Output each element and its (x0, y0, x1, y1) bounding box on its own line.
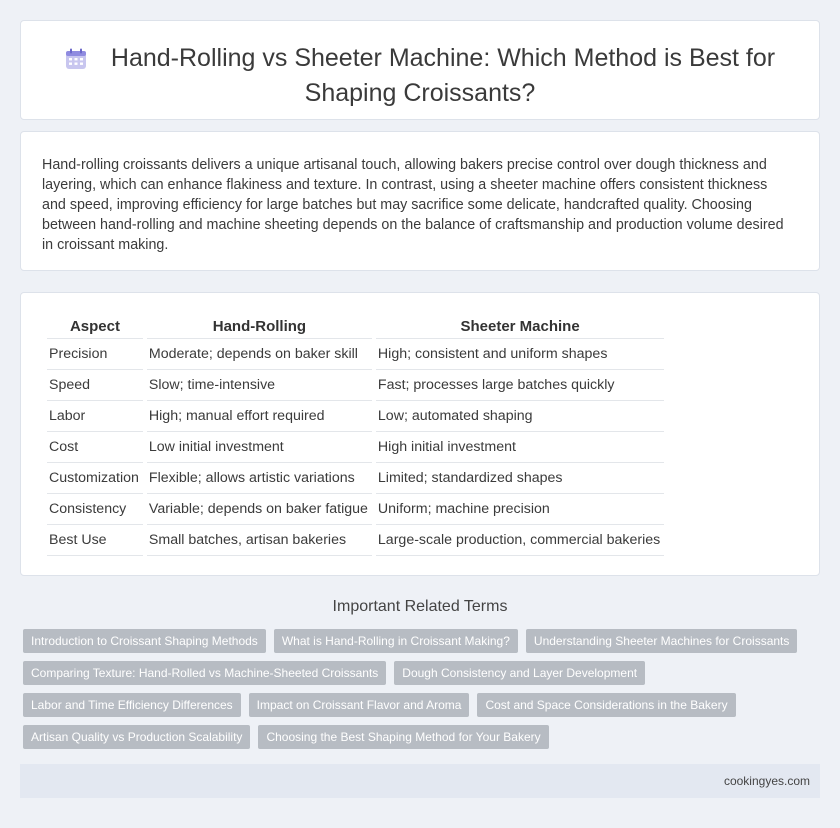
table-row (47, 339, 664, 370)
footer (20, 764, 820, 798)
aspect-cell: Best Use (47, 525, 143, 556)
table-row (47, 370, 664, 401)
table-row (47, 432, 664, 463)
footer-site-link[interactable]: cookingyes.com (723, 774, 810, 788)
sheeter-cell: Large-scale production, commercial bakeries (376, 525, 664, 556)
related-term-tag[interactable]: Understanding Sheeter Machines for Croissants (526, 629, 797, 653)
tag-row (23, 725, 823, 749)
hand-rolling-cell: Moderate; depends on baker skill (147, 339, 372, 370)
calendar-icon (65, 47, 87, 78)
hand-rolling-cell: Flexible; allows artistic variations (147, 463, 372, 494)
tag-row (23, 629, 823, 653)
comparison-card (20, 292, 820, 576)
comparison-table (43, 315, 668, 556)
sheeter-cell: High initial investment (376, 432, 664, 463)
sheeter-cell: Uniform; machine precision (376, 494, 664, 525)
related-term-tag[interactable]: What is Hand-Rolling in Croissant Making? (274, 629, 518, 653)
table-row (47, 463, 664, 494)
table-row (47, 525, 664, 556)
intro-card (20, 131, 820, 271)
table-header-row (47, 315, 664, 339)
aspect-cell: Customization (47, 463, 143, 494)
aspect-cell: Precision (47, 339, 143, 370)
related-terms-tags (23, 629, 823, 757)
related-term-tag[interactable]: Introduction to Croissant Shaping Methods (23, 629, 266, 653)
hand-rolling-cell: Small batches, artisan bakeries (147, 525, 372, 556)
header-sheeter-machine: Sheeter Machine (376, 315, 664, 339)
related-term-tag[interactable]: Comparing Texture: Hand-Rolled vs Machine-Sheeted Croissants (23, 661, 386, 685)
related-terms-heading: Important Related Terms (332, 598, 508, 615)
page-title: Hand-Rolling vs Sheeter Machine: Which Method is Best for Shaping Croissants? (110, 44, 776, 107)
related-term-tag[interactable]: Impact on Croissant Flavor and Aroma (249, 693, 470, 717)
header-aspect: Aspect (47, 315, 143, 339)
intro-paragraph: Hand-rolling croissants delivers a unique artisanal touch, allowing bakers precise control over dough thickness and layering, which can enhance flakiness and texture. In contrast, using a sheeter machine offers consistent thickness and speed, improving efficiency for large batches but may sacrifice some delicate, handcrafted quality. Choosing between hand-rolling and machine sheeting depends on the balance of craftsmanship and production volume desired in croissant making. (42, 157, 784, 253)
aspect-cell: Labor (47, 401, 143, 432)
tag-row (23, 693, 823, 717)
tag-row (23, 661, 823, 685)
header-hand-rolling: Hand-Rolling (147, 315, 372, 339)
aspect-cell: Cost (47, 432, 143, 463)
hand-rolling-cell: Variable; depends on baker fatigue (147, 494, 372, 525)
related-term-tag[interactable]: Dough Consistency and Layer Development (394, 661, 645, 685)
related-term-tag[interactable]: Choosing the Best Shaping Method for Your Bakery (258, 725, 548, 749)
hand-rolling-cell: Slow; time-intensive (147, 370, 372, 401)
sheeter-cell: High; consistent and uniform shapes (376, 339, 664, 370)
related-term-tag[interactable]: Labor and Time Efficiency Differences (23, 693, 241, 717)
hand-rolling-cell: Low initial investment (147, 432, 372, 463)
table-row (47, 401, 664, 432)
title-card (20, 20, 820, 120)
table-row (47, 494, 664, 525)
sheeter-cell: Limited; standardized shapes (376, 463, 664, 494)
aspect-cell: Speed (47, 370, 143, 401)
sheeter-cell: Fast; processes large batches quickly (376, 370, 664, 401)
related-term-tag[interactable]: Cost and Space Considerations in the Bakery (477, 693, 735, 717)
hand-rolling-cell: High; manual effort required (147, 401, 372, 432)
page-title-wrap (21, 43, 819, 109)
related-term-tag[interactable]: Artisan Quality vs Production Scalability (23, 725, 250, 749)
aspect-cell: Consistency (47, 494, 143, 525)
sheeter-cell: Low; automated shaping (376, 401, 664, 432)
